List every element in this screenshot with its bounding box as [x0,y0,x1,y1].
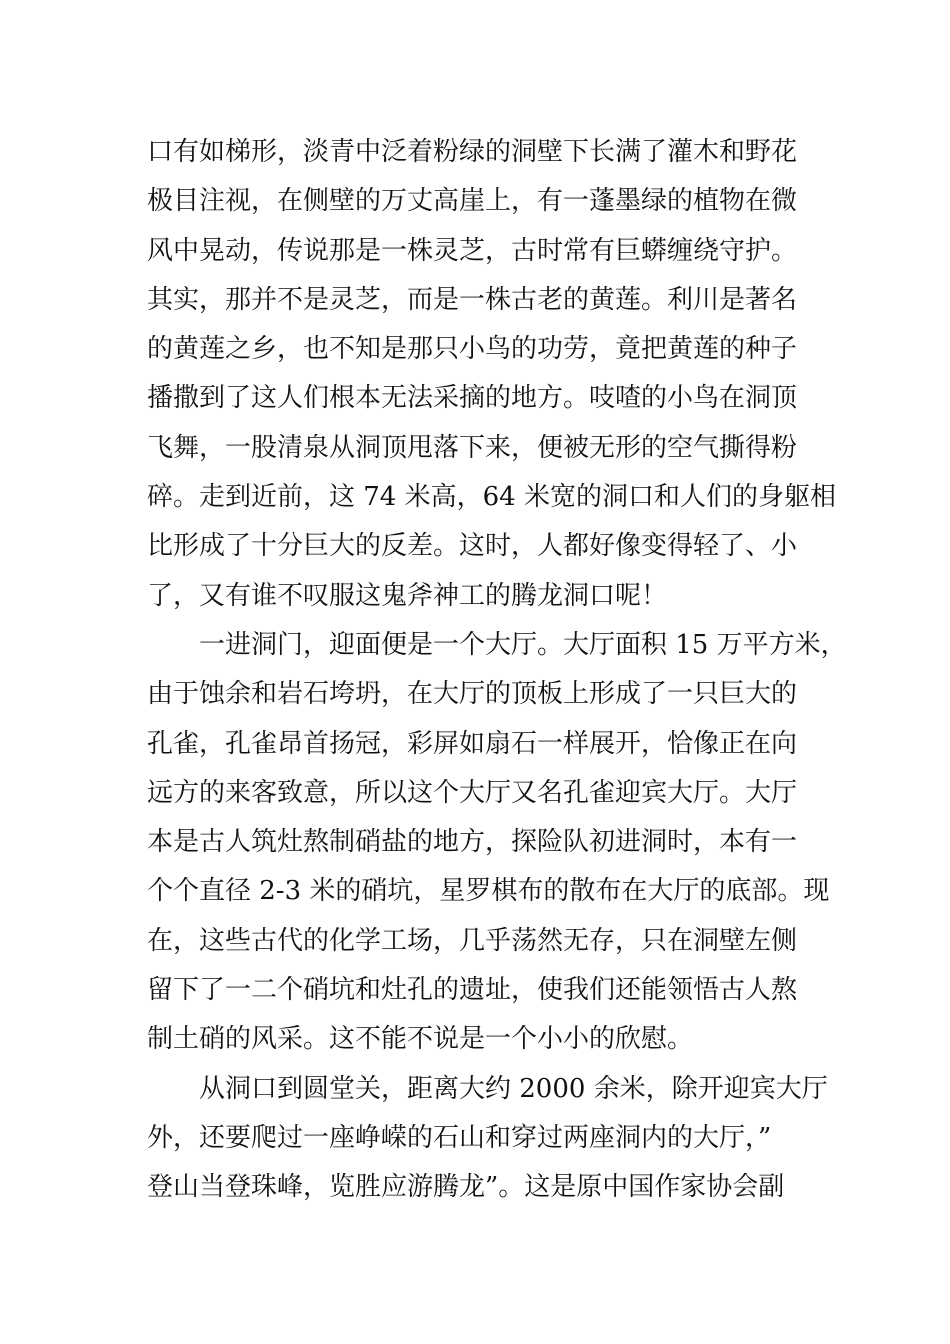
text-line: 的黄莲之乡，也不知是那只小鸟的功劳，竟把黄莲的种子 [147,334,798,365]
text-line: 一进洞门，迎面便是一个大厅。大厅面积 15 万平方米， [147,629,847,660]
text-line: 口有如梯形，淡青中泛着粉绿的洞壁下长满了灌木和野花 [147,137,798,167]
text-line: 孔雀，孔雀昂首扬冠，彩屏如扇石一样展开，恰像正在向 [147,728,798,759]
text-line: 外，还要爬过一座峥嵘的石山和穿过两座洞内的大厅，” [147,1122,772,1153]
text-line: 飞舞，一股清泉从洞顶甩落下来，便被无形的空气撕得粉 [147,432,798,463]
text-line: 风中晃动，传说那是一株灵芝，古时常有巨蟒缠绕守护。 [147,235,798,266]
text-line: 留下了一二个硝坑和灶孔的遗址，使我们还能领悟古人熬 [147,975,798,1006]
text-line: 制土硝的风采。这不能不说是一个小小的欣慰。 [147,1024,694,1055]
text-line: 登山当登珠峰，览胜应游腾龙”。这是原中国作家协会副 [147,1172,785,1203]
text-line: 在，这些古代的化学工场，几乎荡然无存，只在洞壁左侧 [147,925,798,956]
text-line: 本是古人筑灶熬制硝盐的地方，探险队初进洞时，本有一 [147,827,798,858]
text-line: 个个直径 2-3 米的硝坑，星罗棋布的散布在大厅的底部。现 [147,876,830,907]
text-line: 远方的来客致意，所以这个大厅又名孔雀迎宾大厅。大厅 [147,777,798,808]
text-line: 比形成了十分巨大的反差。这时，人都好像变得轻了、小 [147,531,798,562]
text-line: 播撒到了这人们根本无法采摘的地方。吱喳的小鸟在洞顶 [147,383,798,414]
text-line: 从洞口到圆堂关，距离大约 2000 余米，除开迎宾大厅 [147,1073,828,1104]
text-line: 极目注视，在侧壁的万丈高崖上，有一蓬墨绿的植物在微 [147,186,798,217]
text-line: 了，又有谁不叹服这鬼斧神工的腾龙洞口呢！ [147,580,668,611]
text-line: 碎。走到近前，这 74 米高，64 米宽的洞口和人们的身躯相 [147,482,836,513]
text-line: 由于蚀余和岩石垮坍，在大厅的顶板上形成了一只巨大的 [147,679,798,710]
text-line: 其实，那并不是灵芝，而是一株古老的黄莲。利川是著名 [147,284,798,315]
document-body [147,128,847,1213]
